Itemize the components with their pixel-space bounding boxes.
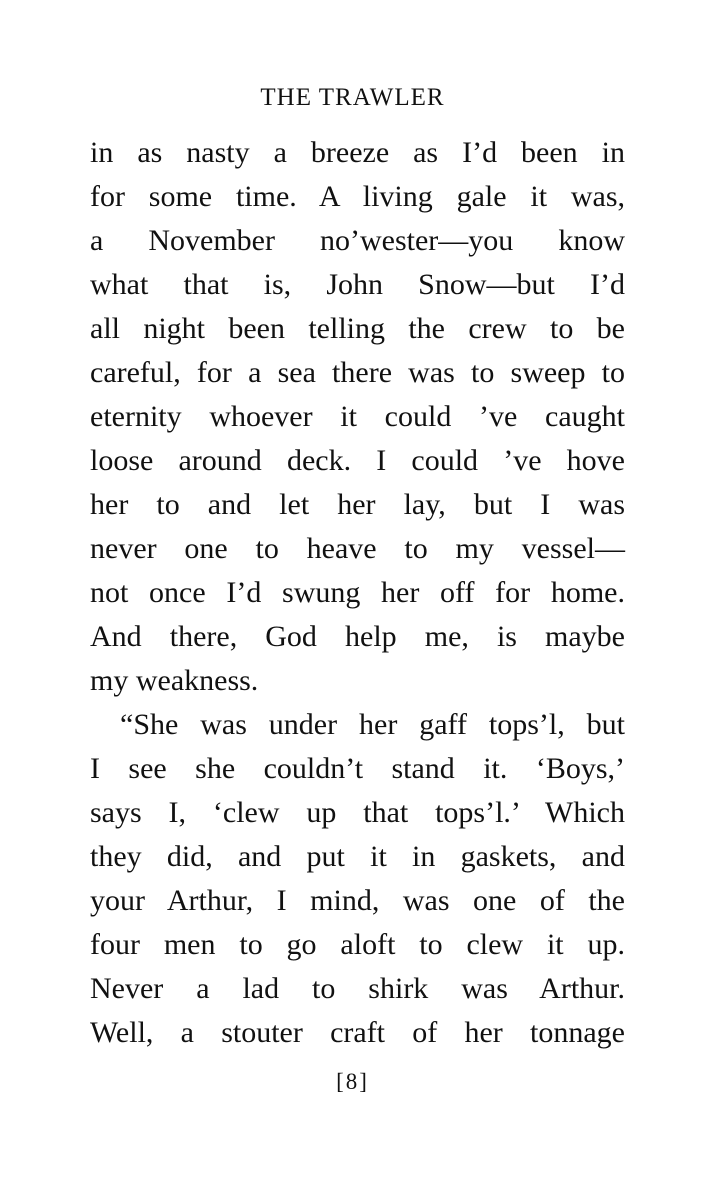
text-line: careful, for a sea there was to sweep to [90, 356, 625, 389]
text-line: says I, ‘clew up that tops’l.’ Which [90, 796, 625, 829]
text-line: Never a lad to shirk was Arthur. [90, 972, 625, 1005]
running-head: THE TRAWLER [260, 84, 445, 111]
text-line: a November no’wester—you know [90, 224, 625, 257]
text-line: for some time. A living gale it was, [90, 180, 625, 213]
text-line: your Arthur, I mind, was one of the [90, 884, 625, 917]
text-line: in as nasty a breeze as I’d been in [90, 136, 625, 169]
text-line: loose around deck. I could ’ve hove [90, 444, 625, 477]
text-line: four men to go aloft to clew it up. [90, 928, 625, 961]
text-line: eternity whoever it could ’ve caught [90, 400, 625, 433]
text-line: they did, and put it in gaskets, and [90, 840, 625, 873]
body-text [90, 131, 625, 1055]
text-line: what that is, John Snow—but I’d [90, 268, 625, 301]
text-line: all night been telling the crew to be [90, 312, 625, 345]
text-line: Well, a stouter craft of her tonnage [90, 1016, 625, 1049]
text-line: And there, God help me, is maybe [90, 620, 625, 653]
text-line: my weakness. [90, 664, 259, 697]
page-number: [8] [336, 1069, 369, 1094]
text-line: I see she couldn’t stand it. ‘Boys,’ [90, 752, 625, 785]
text-line: not once I’d swung her off for home. [90, 576, 625, 609]
text-line: never one to heave to my vessel— [90, 532, 625, 565]
text-line: her to and let her lay, but I was [90, 488, 625, 521]
text-line: “She was under her gaff tops’l, but [120, 708, 625, 741]
